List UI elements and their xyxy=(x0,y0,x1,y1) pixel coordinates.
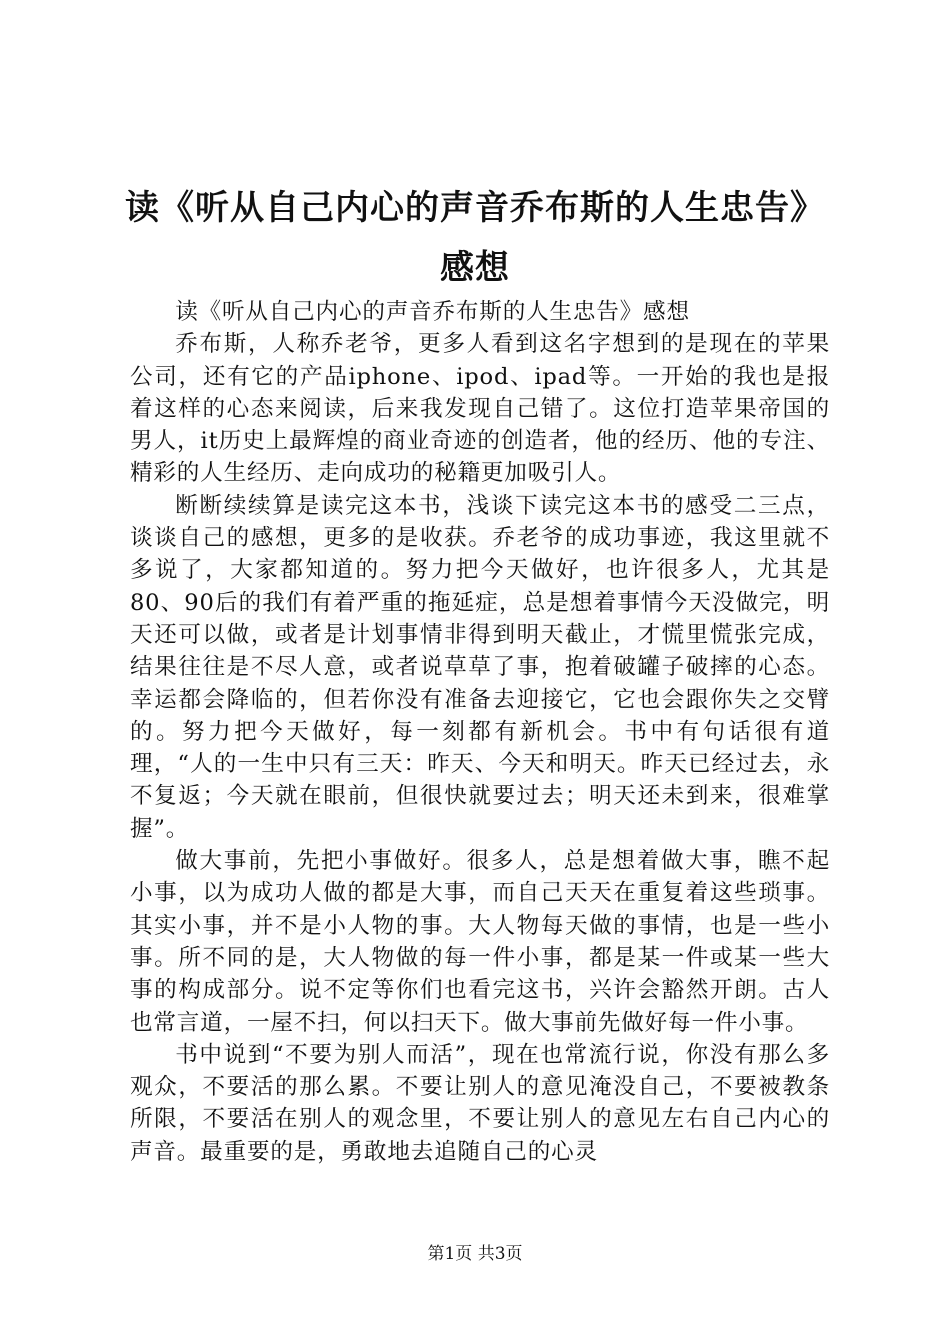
body-paragraph: 读《听从自己内心的声音乔布斯的人生忠告》感想 xyxy=(175,299,690,325)
body-paragraph: 书中说到“不要为别人而活”，现在也常流行说，你没有那么多观众，不要活的那么累。不要让别人的意见淹没自己，不要被教条所限，不要活在别人的观念里，不要让别人的意见左右自己内心的声音。最重要的是，勇敢地去追随自己的心灵 xyxy=(130,1041,830,1165)
document-title: 读《听从自己内心的声音乔布斯的人生忠告》 xyxy=(125,188,825,228)
document-title-continued: 感想 xyxy=(440,248,510,288)
body-paragraph: 断断续续算是读完这本书，浅谈下读完这本书的感受二三点，谈谈自己的感想，更多的是收获。乔老爷的成功事迹，我这里就不多说了，大家都知道的。努力把今天做好，也许很多人，尤其是80、90后的我们有着严重的拖延症，总是想着事情今天没做完，明天还可以做，或者是计划事情非得到明天截止，才慌里慌张完成，结果往往是不尽人意，或者说草草了事，抱着破罐子破摔的心态。幸运都会降临的，但若你没有准备去迎接它，它也会跟你失之交臂的。努力把今天做好，每一刻都有新机会。书中有句话很有道理，“人的一生中只有三天：昨天、今天和明天。昨天已经过去，永不复返；今天就在眼前，但很快就要过去；明天还未到来，很难掌握”。 xyxy=(130,492,830,842)
page-footer: 第1页 共3页 xyxy=(427,1244,523,1264)
body-paragraph: 乔布斯，人称乔老爷，更多人看到这名字想到的是现在的苹果公司，还有它的产品iphone、ipod、ipad等。一开始的我也是报着这样的心态来阅读，后来我发现自己错了。这位打造苹果帝国的男人，it历史上最辉煌的商业奇迹的创造者，他的经历、他的专注、精彩的人生经历、走向成功的秘籍更加吸引人。 xyxy=(130,331,830,487)
body-paragraph: 做大事前，先把小事做好。很多人，总是想着做大事，瞧不起小事，以为成功人做的都是大事，而自己天天在重复着这些琐事。其实小事，并不是小人物的事。大人物每天做的事情，也是一些小事。所不同的是，大人物做的每一件小事，都是某一件或某一些大事的构成部分。说不定等你们也看完这书，兴许会豁然开朗。古人也常言道，一屋不扫，何以扫天下。做大事前先做好每一件小事。 xyxy=(130,848,830,1036)
document-body xyxy=(130,296,830,1168)
